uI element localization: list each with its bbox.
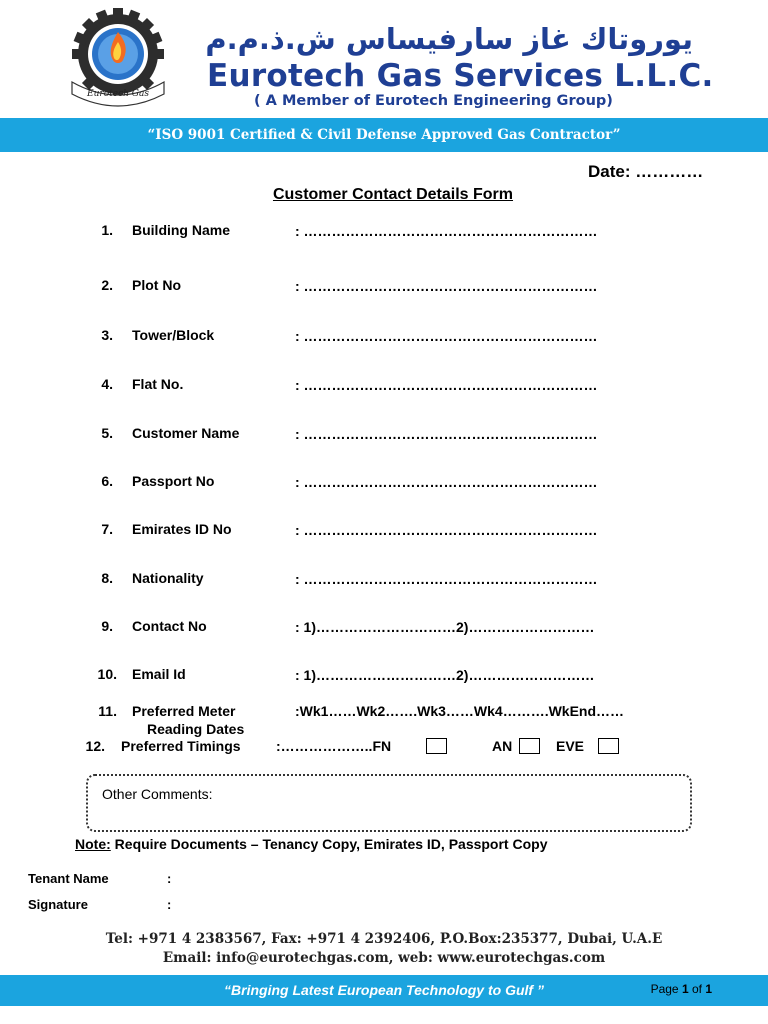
field-label: Email Id xyxy=(132,666,186,682)
contact-no-input[interactable]: : 1)…………………………2)……………………… xyxy=(295,619,595,635)
date-field[interactable]: Date: ………… xyxy=(588,162,704,181)
logo-text: Eurotech Gas xyxy=(87,89,149,99)
email-id-input[interactable]: : 1)…………………………2)……………………… xyxy=(295,667,595,683)
field-label: Preferred Meter xyxy=(132,703,236,719)
field-label: Emirates ID No xyxy=(132,521,232,537)
emirates-id-input[interactable]: : ……………………………………………………… xyxy=(295,522,598,538)
field-number: 12. xyxy=(85,738,105,754)
email-web-info: Email: info@eurotechgas.com, web: www.eurotechgas.com xyxy=(162,950,606,966)
iso-banner xyxy=(0,118,768,152)
other-comments-box[interactable] xyxy=(86,774,692,832)
company-name: Eurotech Gas Services L.L.C. xyxy=(207,58,714,94)
contact-info: Tel: +971 4 2383567, Fax: +971 4 2392406, P.O.Box:235377, Dubai, U.A.E xyxy=(105,931,663,947)
field-label: Preferred Timings xyxy=(121,738,241,754)
nationality-input[interactable]: : ……………………………………………………… xyxy=(295,571,598,587)
field-number: 2. xyxy=(101,277,113,293)
note-label: Note: xyxy=(75,836,111,852)
an-checkbox[interactable] xyxy=(519,738,540,754)
tenant-name-label: Tenant Name xyxy=(28,871,109,886)
passport-no-input[interactable]: : ……………………………………………………… xyxy=(295,474,598,490)
field-label: Flat No. xyxy=(132,376,184,392)
field-number: 6. xyxy=(101,473,113,489)
plot-no-input[interactable]: : ……………………………………………………… xyxy=(295,278,598,294)
field-number: 1. xyxy=(101,222,113,238)
an-label: AN xyxy=(492,738,513,754)
other-comments-label: Other Comments: xyxy=(102,786,213,802)
field-number: 4. xyxy=(101,376,113,392)
tower-block-input[interactable]: : ……………………………………………………… xyxy=(295,328,598,344)
note-line xyxy=(75,836,548,852)
field-number: 10. xyxy=(97,666,117,682)
company-logo xyxy=(66,8,170,108)
flat-no-input[interactable]: : ……………………………………………………… xyxy=(295,377,598,393)
eve-label: EVE xyxy=(556,738,585,754)
field-label: Nationality xyxy=(132,570,204,586)
field-number: 5. xyxy=(101,425,113,441)
field-label-line2: Reading Dates xyxy=(147,721,245,737)
meter-reading-dates-input[interactable]: :Wk1……Wk2…….Wk3……Wk4……….WkEnd…… xyxy=(295,703,625,719)
field-number: 7. xyxy=(101,521,113,537)
page-number xyxy=(651,982,712,996)
page-total: 1 xyxy=(705,982,712,996)
page-word: Page xyxy=(650,982,682,996)
field-label: Passport No xyxy=(132,473,215,489)
field-label: Tower/Block xyxy=(132,327,215,343)
page-of: of xyxy=(688,982,706,996)
field-number: 8. xyxy=(101,570,113,586)
page-current: 1 xyxy=(681,982,689,996)
field-number: 3. xyxy=(101,327,113,343)
field-label: Contact No xyxy=(132,618,207,634)
slogan: “Bringing Latest European Technology to Gulf ” xyxy=(224,982,544,998)
iso-text: “ISO 9001 Certified & Civil Defense Approved Gas Contractor” xyxy=(147,127,621,143)
arabic-company-name: يوروتاك غاز سارفيساس ش.ذ.م.م xyxy=(205,22,693,56)
form-title: Customer Contact Details Form xyxy=(272,186,514,203)
signature-label: Signature xyxy=(28,897,88,912)
signature-field[interactable]: : xyxy=(167,897,172,912)
tenant-name-field[interactable]: : xyxy=(167,871,172,886)
field-label: Customer Name xyxy=(132,425,240,441)
field-number: 9. xyxy=(101,618,113,634)
field-label: Plot No xyxy=(132,277,181,293)
customer-name-input[interactable]: : ……………………………………………………… xyxy=(295,426,598,442)
eve-checkbox[interactable] xyxy=(598,738,619,754)
building-name-input[interactable]: : ……………………………………………………… xyxy=(295,223,598,239)
timings-fn-input[interactable]: :………………..FN xyxy=(276,738,392,754)
member-line: ( A Member of Eurotech Engineering Group) xyxy=(254,93,613,109)
note-text: Require Documents – Tenancy Copy, Emirates ID, Passport Copy xyxy=(110,836,548,852)
fn-checkbox[interactable] xyxy=(426,738,447,754)
footer-banner xyxy=(0,975,768,1006)
field-label: Building Name xyxy=(132,222,231,238)
field-number: 11. xyxy=(98,703,117,719)
